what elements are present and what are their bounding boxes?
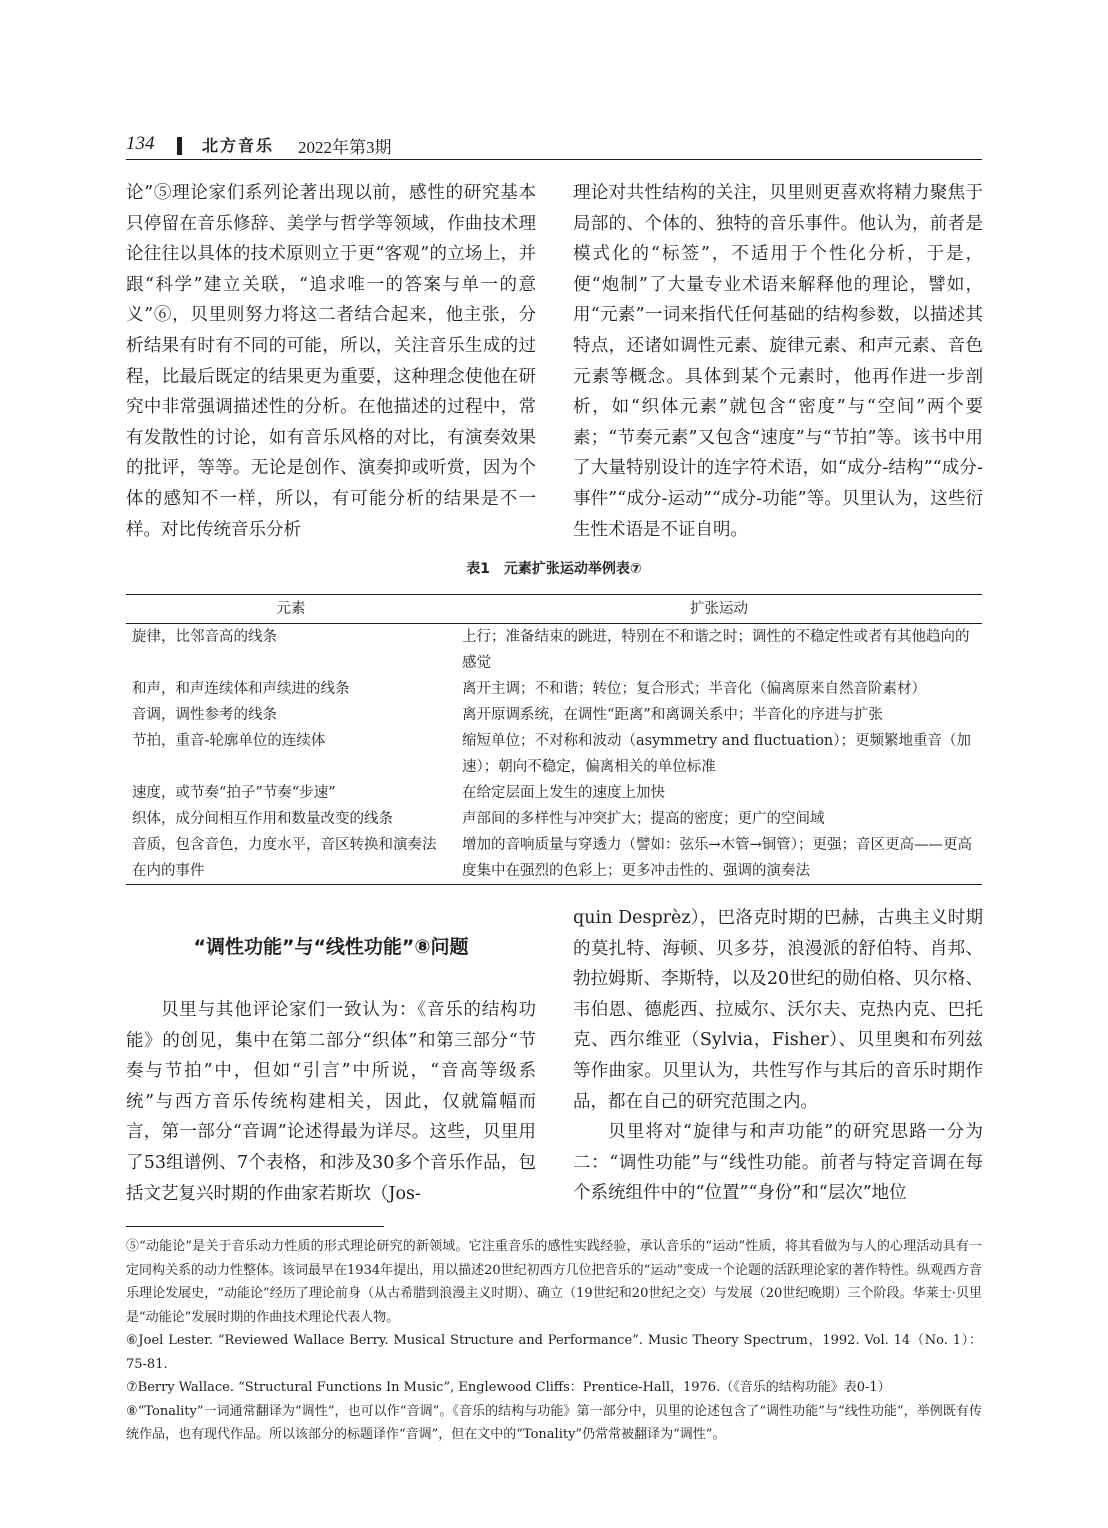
- journal-name: 北方音乐: [202, 136, 275, 155]
- table-cell: 增加的音响质量与穿透力（譬如：弦乐→木管→铜管）；更强；音区更高——更高度集中在强烈的色彩上；更多冲击性的、强调的演奏法: [456, 832, 982, 885]
- page-number: 134: [126, 133, 155, 154]
- table-header-row: [126, 595, 982, 624]
- footnotes: [126, 1235, 982, 1447]
- footnote-rule: [126, 1226, 384, 1227]
- header-rule: [126, 159, 982, 160]
- table-row: [126, 780, 982, 806]
- table-header-cell: 扩张运动: [456, 595, 982, 624]
- right-column-top: [573, 178, 983, 545]
- table-cell: 旋律，比邻音高的线条: [132, 629, 277, 645]
- table-cell: 和声，和声连续体和声续进的线条: [132, 681, 350, 697]
- element-expansion-table: [126, 594, 982, 885]
- paragraph: 贝里与其他评论家们一致认为：《音乐的结构功能》的创见，集中在第二部分“织体”和第三部分“节奏与节拍”中，但如“引言”中所说，“音高等级系统”与西方音乐传统构建相关，因此，仅就篇幅而言，第一部分“音调”论述得最为详尽。这些，贝里用了53组谱例、7个表格，和涉及30多个音乐作品，包括文艺复兴时期的作曲家若斯坎（Jos-: [126, 1000, 536, 1204]
- table-cell: 速度，或节奏“拍子”节奏“步速”: [132, 785, 336, 801]
- paragraph: 理论对共性结构的关注，贝里则更喜欢将精力聚焦于局部的、个体的、独特的音乐事件。他认为，前者是模式化的“标签”，不适用于个性化分析，于是，便“炮制”了大量专业术语来解释他的理论，譬如，用“元素”一词来指代任何基础的结构参数，以描述其特点，还诸如调性元素、旋律元素、和声元素、音色元素等概念。具体到某个元素时，他再作进一步剖析，如“织体元素”就包含“密度”与“空间”两个要素；“节奏元素”又包含“速度”与“节拍”等。该书中用了大量特别设计的连字符术语，如“成分-结构”“成分-事件”“成分-运动”“成分-功能”等。贝里认为，这些衍生性术语是不证自明。: [573, 183, 983, 540]
- table-cell: 离开主调；不和谐；转位；复合形式；半音化（偏离原来自然音阶素材）: [462, 681, 926, 697]
- table-cell: 织体，成分间相互作用和数量改变的线条: [132, 811, 393, 827]
- table-cell: 离开原调系统，在调性“距离”和离调关系中；半音化的序进与扩张: [462, 707, 883, 723]
- footnote: ⑧“Tonality”一词通常翻译为“调性”，也可以作“音调”。《音乐的结构与功能》第一部分中，贝里的论述包含了“调性功能”与“线性功能”，举例既有传统作品，也有现代作品。所以该部分的标题译作“音调”，但在文中的“Tonality”仍常常被翻译为“调性”。: [126, 1403, 982, 1442]
- table-row: [126, 728, 982, 780]
- right-column-bottom: [573, 903, 983, 1209]
- left-column-bottom: [126, 995, 536, 1209]
- issue-label: 2022年第3期: [298, 138, 392, 157]
- footnote: ⑥Joel Lester. “Reviewed Wallace Berry. Musical Structure and Performance”. Music Theory Spectrum，1992. Vol. 14（No. 1）：75-81.: [126, 1333, 982, 1372]
- section-heading: “调性功能”与“线性功能”⑧问题: [193, 936, 469, 958]
- paragraph: 论”⑤理论家们系列论著出现以前，感性的研究基本只停留在音乐修辞、美学与哲学等领域，作曲技术理论往往以具体的技术原则立于更“客观”的立场上，并跟“科学”建立关联，“追求唯一的答案与单一的意义”⑥，贝里则努力将这二者结合起来，他主张，分析结果有时有不同的可能，所以，关注音乐生成的过程，比最后既定的结果更为重要，这种理念使他在研究中非常强调描述性的分析。在他描述的过程中，常有发散性的讨论，如有音乐风格的对比，有演奏效果的批评，等等。无论是创作、演奏抑或听赏，因为个体的感知不一样，所以，有可能分析的结果是不一样。对比传统音乐分析: [126, 183, 536, 540]
- table-cell: 在给定层面上发生的速度上加快: [462, 785, 665, 801]
- left-column-top: [126, 178, 536, 545]
- table-cell: 缩短单位；不对称和波动（asymmetry and fluctuation）；更频繁地重音（加速）；朝向不稳定，偏离相关的单位标准: [462, 733, 972, 775]
- table-header-cell: 元素: [126, 595, 456, 624]
- paragraph: 贝里将对“旋律与和声功能”的研究思路一分为二：“调性功能”与“线性功能。前者与特定音调在每个系统组件中的“位置”“身份”和“层次”地位: [573, 1122, 983, 1204]
- table-row: [126, 702, 982, 728]
- table-cell: 上行；准备结束的跳进，特别在不和谐之时；调性的不稳定性或者有其他趋向的感觉: [462, 629, 970, 671]
- table-row: [126, 676, 982, 702]
- table-cell: 节拍，重音-轮廓单位的连续体: [132, 733, 326, 749]
- table-cell: 音调，调性参考的线条: [132, 707, 277, 723]
- paragraph: quin Desprèz），巴洛克时期的巴赫，古典主义时期的莫扎特、海顿、贝多芬，浪漫派的舒伯特、肖邦、勃拉姆斯、李斯特，以及20世纪的勋伯格、贝尔格、韦伯恩、德彪西、拉威尔、沃尔夫、克热内克、巴托克、西尔维亚（Sylvia，Fisher）、贝里奥和布列兹等作曲家。贝里认为，共性写作与其后的音乐时期作品，都在自己的研究范围之内。: [573, 908, 983, 1112]
- table-row: [126, 806, 982, 832]
- header-separator-bar: [177, 137, 182, 155]
- footnote: ⑦Berry Wallace. “Structural Functions In Music”, Englewood Cliffs：Prentice-Hall，1976.（《音乐的结构功能》表0-1）: [126, 1380, 891, 1395]
- table-row: [126, 832, 982, 885]
- table-caption: 表1 元素扩张运动举例表⑦: [466, 561, 642, 577]
- page-header: [126, 133, 982, 159]
- table-cell: 声部间的多样性与冲突扩大；提高的密度；更广的空间域: [462, 811, 825, 827]
- table-row: [126, 624, 982, 677]
- table-cell: 音质，包含音色，力度水平，音区转换和演奏法在内的事件: [126, 832, 456, 885]
- footnote: ⑤“动能论”是关于音乐动力性质的形式理论研究的新领域。它注重音乐的感性实践经验，承认音乐的“运动”性质，将其看做为与人的心理活动具有一定同构关系的动力性整体。该词最早在1934年提出，用以描述20世纪初西方几位把音乐的“运动”变成一个论题的活跃理论家的著作特性。纵观西方音乐理论发展史，“动能论”经历了理论前身（从古希腊到浪漫主义时期）、确立（19世纪和20世纪之交）与发展（20世纪晚期）三个阶段。华莱士·贝里是“动能论”发展时期的作曲技术理论代表人物。: [126, 1239, 982, 1325]
